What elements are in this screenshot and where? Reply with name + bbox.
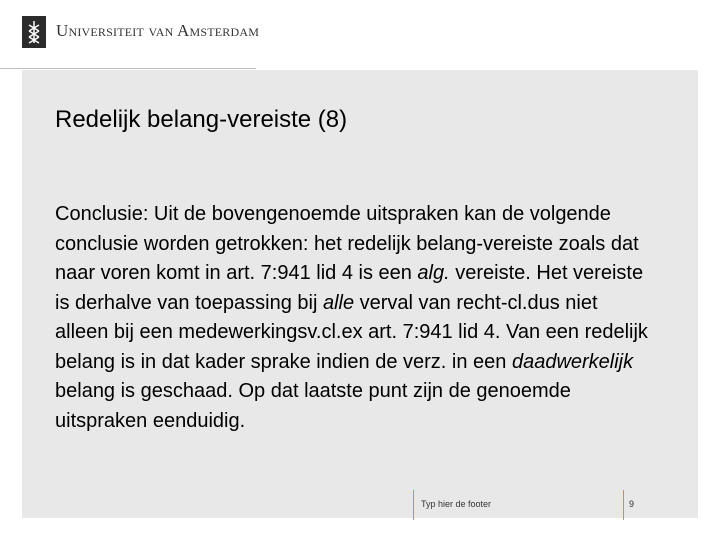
body-emphasis: daadwerkelijk bbox=[511, 350, 634, 373]
body-emphasis: alg. bbox=[417, 262, 450, 284]
body-text: belang is geschaad. Op dat laatste punt zijn de genoemde uitspraken eenduidig. bbox=[55, 380, 571, 432]
uva-crest-icon bbox=[22, 16, 46, 48]
page-number: 9 bbox=[629, 499, 635, 509]
body-text: verval van recht-cl.dus niet alleen bij een medewerkingsv.cl.ex art. 7:941 lid 4. Van een redelijk belang is in dat kader sprake indien de verz. in een bbox=[55, 291, 648, 373]
header-divider bbox=[0, 68, 256, 69]
slide-title: Redelijk belang-vereiste (8) bbox=[55, 106, 348, 133]
header-bar bbox=[0, 0, 720, 70]
footer-text: Typ hier de footer bbox=[421, 499, 492, 509]
body-emphasis: alle bbox=[322, 291, 355, 314]
university-name: Universiteit van Amsterdam bbox=[56, 21, 260, 40]
body-text: Conclusie: Uit de bovengenoemde uitspraken kan de volgende conclusie worden getrokken: het redelijk belang-vereiste zoals dat naar voren komt in art. 7:941 lid 4 is een bbox=[55, 203, 639, 284]
slide-body bbox=[55, 200, 655, 436]
body-text: vereiste. Het vereiste is derhalve van toepassing bij bbox=[55, 262, 644, 314]
footer-divider bbox=[413, 490, 414, 520]
footer-divider bbox=[623, 490, 624, 520]
